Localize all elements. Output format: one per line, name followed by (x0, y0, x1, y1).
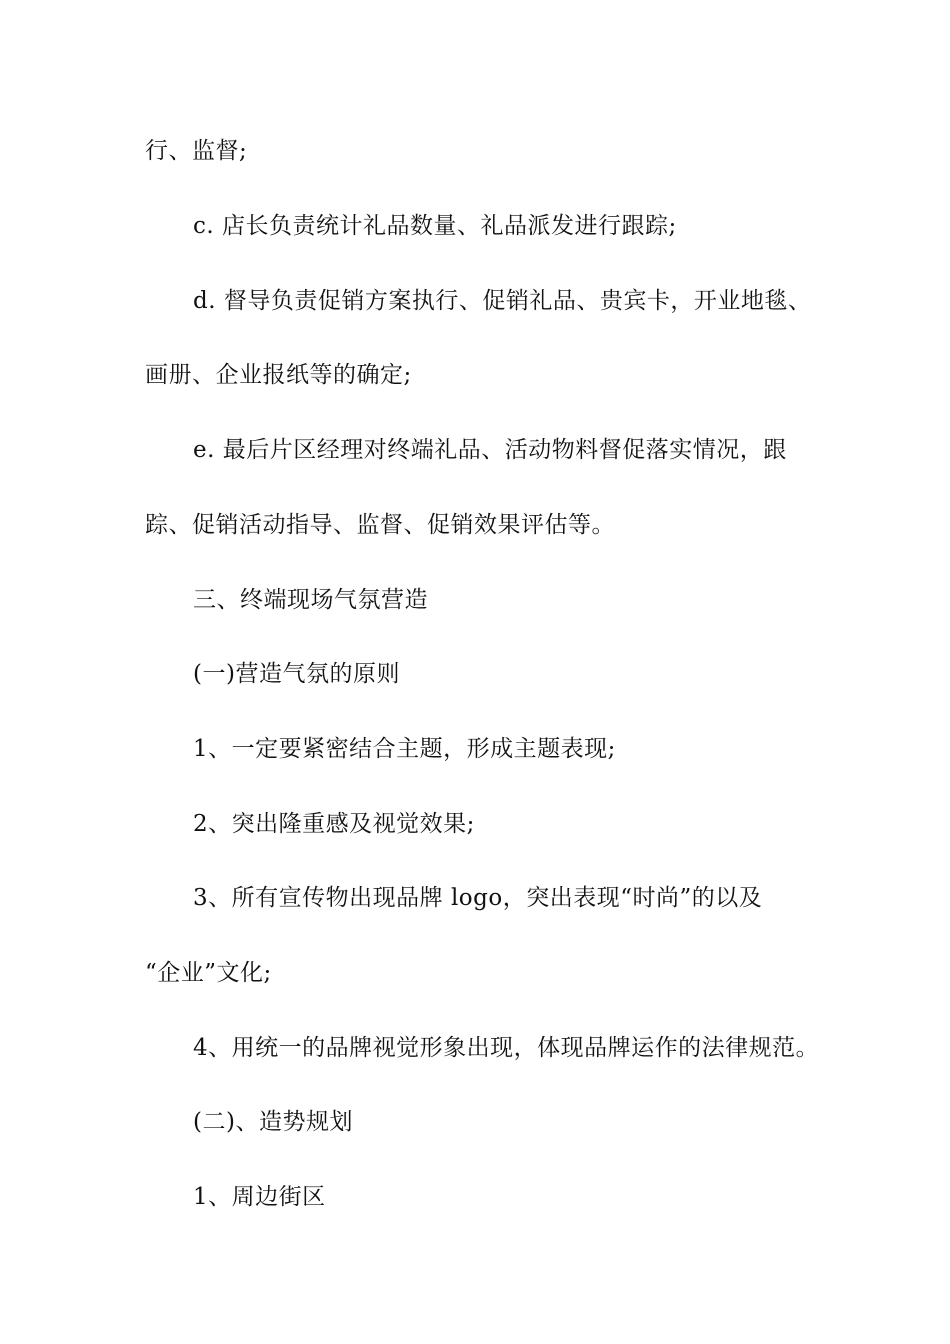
section-heading: 三、终端现场气氛营造 (193, 587, 428, 613)
list-item: 2、突出隆重感及视觉效果; (193, 811, 475, 837)
list-item-continuation: “企业”文化; (145, 960, 272, 986)
list-item: 4、用统一的品牌视觉形象出现，体现品牌运作的法律规范。 (193, 1035, 820, 1061)
list-item: 1、周边街区 (193, 1184, 326, 1210)
paragraph-line: 画册、企业报纸等的确定; (145, 362, 412, 388)
paragraph-line: 行、监督; (145, 138, 248, 164)
subsection-heading: (一)营造气氛的原则 (193, 661, 400, 687)
paragraph-line: 踪、促销活动指导、监督、促销效果评估等。 (145, 512, 615, 538)
paragraph-line: c. 店长负责统计礼品数量、礼品派发进行跟踪; (193, 213, 677, 239)
list-item: 3、所有宣传物出现品牌 logo，突出表现“时尚”的以及 (193, 885, 763, 911)
paragraph-line: d. 督导负责促销方案执行、促销礼品、贵宾卡，开业地毯、 (193, 288, 812, 314)
list-item: 1、一定要紧密结合主题，形成主题表现; (193, 736, 616, 762)
subsection-heading: (二)、造势规划 (193, 1109, 353, 1135)
paragraph-line: e. 最后片区经理对终端礼品、活动物料督促落实情况，跟 (193, 437, 787, 463)
